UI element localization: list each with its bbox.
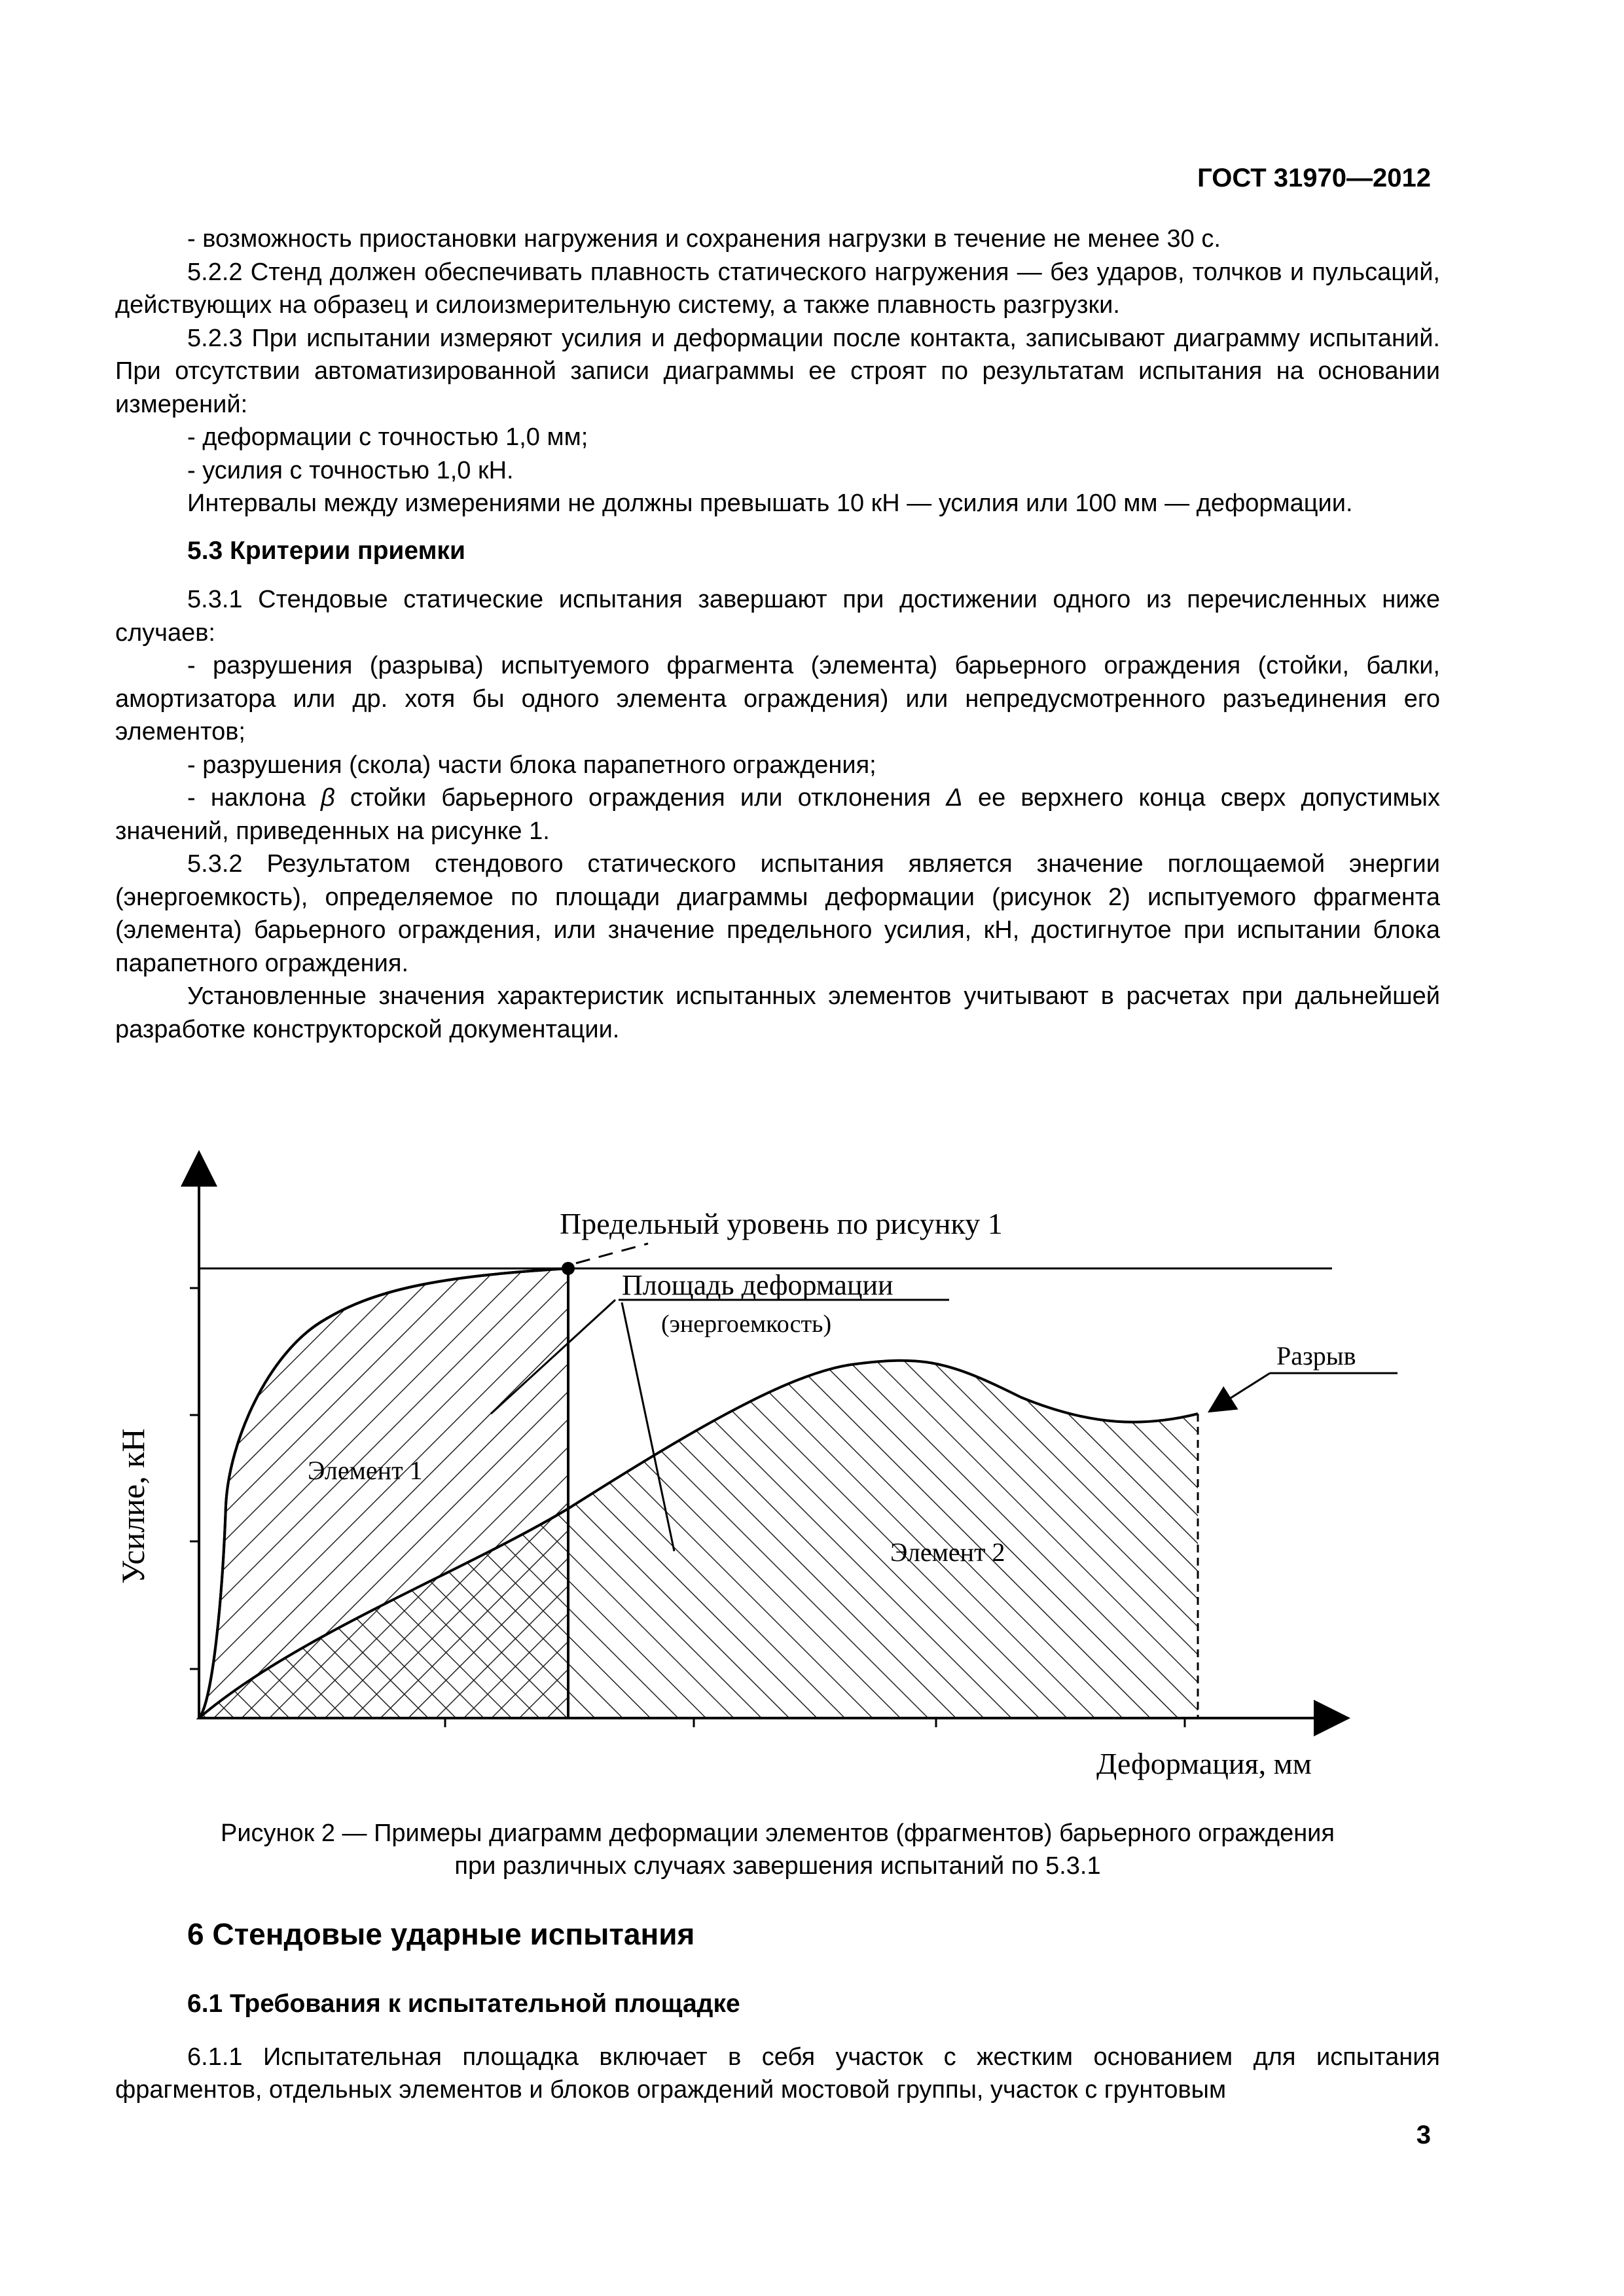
list-item: - разрушения (скола) части блока парапетного ограждения; xyxy=(187,751,876,779)
y-axis-label: Усилие, кН xyxy=(115,1428,151,1584)
text-fragment: ее верхнего конца сверх допустимых значений, приведенных на рисунке 1. xyxy=(115,784,1440,845)
element1-label: Элемент 1 xyxy=(308,1456,423,1485)
beta-symbol: β xyxy=(321,784,335,812)
paragraph: 6.1.1 Испытательная площадка включает в себя участок с жестким основанием для испытания фрагментов, отдельных элементов и блоков ограждений мостовой группы, участок с грунтовым xyxy=(115,2043,1440,2104)
deformation-diagram xyxy=(98,1139,1440,1800)
element2-label: Элемент 2 xyxy=(890,1537,1005,1567)
diagram-svg xyxy=(98,1139,1440,1800)
figure-caption xyxy=(115,1817,1440,1882)
text-fragment: стойки барьерного ограждения или отклонения xyxy=(334,784,947,812)
section-heading: 5.3 Критерии приемки xyxy=(187,536,465,565)
limit-pointer-line xyxy=(576,1244,648,1263)
paragraph: 5.3.1 Стендовые статические испытания завершают при достижении одного из перечисленных ниже случаев: xyxy=(115,586,1440,647)
section-6-heading: 6 Стендовые ударные испытания xyxy=(187,1917,695,1951)
y-ticks xyxy=(190,1288,199,1669)
text-fragment: - наклона xyxy=(187,784,321,812)
limit-label: Предельный уровень по рисунку 1 xyxy=(560,1207,1003,1240)
area-label: Площадь деформации xyxy=(622,1269,893,1301)
rupture-pointer-line xyxy=(1211,1373,1270,1410)
x-ticks xyxy=(445,1718,1185,1727)
section-6-body xyxy=(115,2041,1440,2106)
paragraph: Интервалы между измерениями не должны превышать 10 кН — усилия или 100 мм — деформации. xyxy=(187,490,1353,517)
caption-line-2: при различных случаях завершения испытаний по 5.3.1 xyxy=(454,1852,1101,1880)
document-header: ГОСТ 31970—2012 xyxy=(1197,164,1431,192)
caption-line-1: Рисунок 2 — Примеры диаграмм деформации элементов (фрагментов) барьерного ограждения xyxy=(220,1820,1335,1847)
page-number: 3 xyxy=(1416,2121,1431,2149)
list-item: - усилия с точностью 1,0 кН. xyxy=(187,456,514,484)
limit-point xyxy=(562,1262,575,1275)
x-axis-label: Деформация, мм xyxy=(1096,1747,1312,1780)
area-sublabel: (энергоемкость) xyxy=(661,1310,832,1338)
delta-symbol: Δ xyxy=(946,784,963,812)
paragraph: 5.3.2 Результатом стендового статического испытания является значение поглощаемой энергии (энергоемкость), определяемое по площади диаграммы деформации (рисунок 2) испытуемого фрагмента (элемента) барьерного ограждения, или значение предельного усилия, кН, достигнутое при испытании блока парапетного ограждения. xyxy=(115,850,1440,977)
paragraph: 5.2.3 При испытании измеряют усилия и деформации после контакта, записывают диаграмму испытаний. При отсутствии автоматизированной записи диаграммы ее строят по результатам испытания на основании измерений: xyxy=(115,324,1440,418)
list-item: - деформации с точностью 1,0 мм; xyxy=(187,423,588,451)
rupture-label: Разрыв xyxy=(1276,1341,1356,1371)
paragraph: Установленные значения характеристик испытанных элементов учитывают в расчетах при дальнейшей разработке конструкторской документации. xyxy=(115,982,1440,1043)
section-6-1-heading: 6.1 Требования к испытательной площадке xyxy=(187,1990,740,2018)
paragraph: - возможность приостановки нагружения и сохранения нагрузки в течение не менее 30 с. xyxy=(187,225,1221,253)
list-item xyxy=(115,781,1440,848)
body-text xyxy=(115,223,1440,1046)
paragraph: 5.2.2 Стенд должен обеспечивать плавность статического нагружения — без ударов, толчков и пульсаций, действующих на образец и силоизмерительную систему, а также плавность разгрузки. xyxy=(115,258,1440,319)
list-item: - разрушения (разрыва) испытуемого фрагмента (элемента) барьерного ограждения (стойки, балки, амортизатора или др. хотя бы одного элемента ограждения) или непредусмотренного разъединения его элементов; xyxy=(115,652,1440,745)
